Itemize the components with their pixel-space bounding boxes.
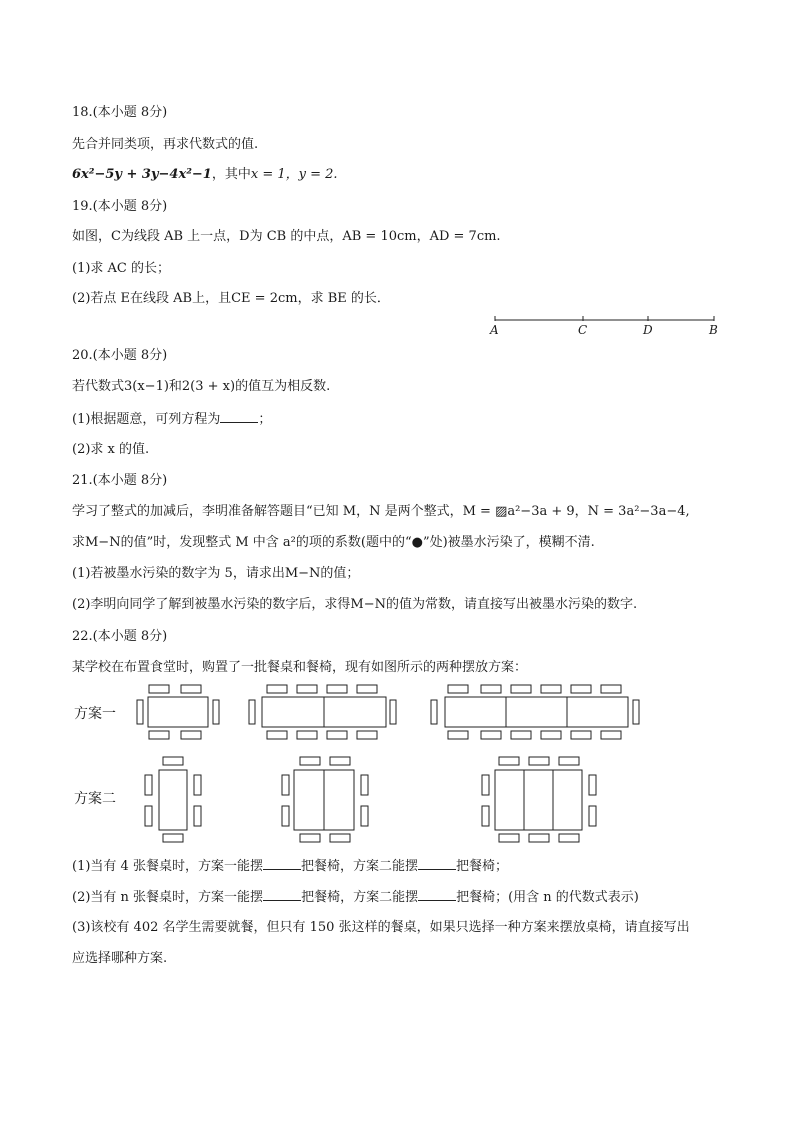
answer-blank	[418, 888, 456, 901]
plan2-figure-1	[142, 755, 208, 845]
q20-part1-text: (1)根据题意，可列方程为	[72, 412, 221, 427]
q22-part1-b: 把餐椅，方案二能摆	[300, 859, 418, 874]
q22-part3-line2: 应选择哪种方案.	[72, 951, 168, 966]
plan2-label: 方案二	[74, 791, 116, 807]
segment-diagram	[490, 313, 720, 327]
plan2-figure-3	[478, 755, 608, 845]
q20-header: 20.(本小题 8分)	[72, 348, 168, 363]
q21-part2: (2)李明向同学了解到被墨水污染的数字后，求得M−N的值为常数，请直接写出被墨水污染的数字.	[72, 597, 638, 612]
q18-expr-b: ，其中	[211, 167, 251, 182]
q20-part2: (2)求 x 的值.	[72, 442, 150, 457]
q22-part2-b: 把餐椅，方案二能摆	[301, 890, 419, 905]
q21-line2: 求M−N的值”时，发现整式 M 中含 a²的项的系数(题中的“●”处)被墨水污染了，模糊不清.	[72, 535, 595, 550]
q22-stem: 某学校在布置食堂时，购置了一批餐桌和餐椅，现有如图所示的两种摆放方案：	[72, 660, 528, 675]
q22-part1	[72, 857, 508, 876]
q18-header: 18.(本小题 8分)	[72, 105, 168, 120]
q22-part1-c: 把餐椅；	[455, 859, 508, 874]
q19-stem: 如图，C为线段 AB 上一点，D为 CB 的中点，AB = 10cm，AD = 7cm.	[72, 229, 501, 244]
plan1-figure-2	[244, 684, 404, 742]
answer-blank	[418, 857, 456, 870]
plan1-figure-3	[428, 684, 648, 742]
answer-blank	[220, 410, 258, 423]
q20-stem: 若代数式3(x−1)和2(3 + x)的值互为相反数.	[72, 379, 331, 394]
plan1-label: 方案一	[74, 706, 116, 722]
point-label-a: A	[490, 323, 499, 337]
answer-blank	[263, 888, 301, 901]
q22-header: 22.(本小题 8分)	[72, 629, 168, 644]
q19-part1: (1)求 AC 的长；	[72, 261, 171, 276]
q22-part2-a: (2)当有 n 张餐桌时，方案一能摆	[72, 890, 264, 905]
point-label-d: D	[643, 323, 653, 337]
q18-instruction: 先合并同类项，再求代数式的值.	[72, 137, 259, 152]
plan2-figure-2	[280, 755, 376, 845]
q22-part1-a: (1)当有 4 张餐桌时，方案一能摆	[72, 859, 263, 874]
point-label-b: B	[709, 323, 718, 337]
q21-part1: (1)若被墨水污染的数字为 5，请求出M−N的值；	[72, 566, 360, 581]
q21-line1: 学习了整式的加减后，李明准备解答题目“已知 M，N 是两个整式，M = ▨a²−3a + 9，N = 3a²−3a−4,	[72, 504, 690, 519]
q22-part2-c: 把餐椅；(用含 n 的代数式表示)	[456, 890, 639, 905]
q19-part2: (2)若点 E在线段 AB上，且CE = 2cm，求 BE 的长．	[72, 291, 390, 306]
q20-part1-end: ；	[258, 412, 272, 427]
q22-part2	[72, 888, 639, 907]
q19-header: 19.(本小题 8分)	[72, 199, 168, 214]
q20-part1	[72, 410, 271, 429]
q18-expr-c: x = 1，y = 2.	[250, 167, 338, 182]
answer-blank	[263, 857, 301, 870]
point-label-c: C	[578, 323, 588, 337]
q21-header: 21.(本小题 8分)	[72, 473, 168, 488]
q22-part3-line1: (3)该校有 402 名学生需要就餐，但只有 150 张这样的餐桌，如果只选择一种方案来摆放桌椅，请直接写出	[72, 920, 690, 935]
q18-expression	[72, 166, 338, 184]
plan1-figure-1	[136, 684, 228, 742]
q18-expr-a: 6x²−5y + 3y−4x²−1	[72, 167, 212, 182]
